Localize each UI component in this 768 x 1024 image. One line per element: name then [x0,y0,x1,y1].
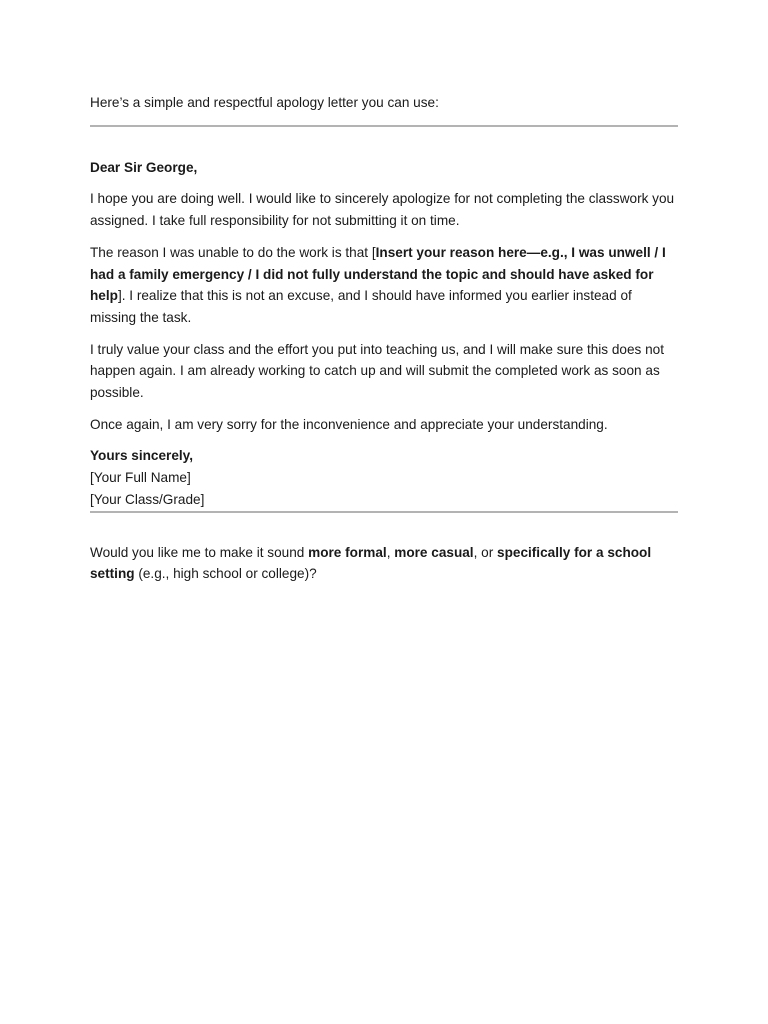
document-content [90,92,678,585]
letter-paragraph-3: I truly value your class and the effort you put into teaching us, and I will make sure this does not happen again. I am already working to catch up and will submit the completed work as soon as possible. [90,341,665,401]
letter-salutation: Dear Sir George, [90,159,198,175]
option-school-setting: specifically for a school setting [90,544,652,582]
letter-paragraph-2 [90,242,678,329]
divider-top [90,125,678,127]
followup-question [90,542,678,585]
signature-name: [Your Full Name] [90,470,191,486]
signature-class: [Your Class/Grade] [90,491,205,507]
letter-paragraph-1: I hope you are doing well. I would like to sincerely apologize for not completing the classwork you assigned. I take full responsibility for not submitting it on time. [90,191,675,229]
intro-text: Here’s a simple and respectful apology letter you can use: [90,95,439,110]
followup-sep-2: , or [473,544,498,560]
letter-paragraph-4: Once again, I am very sorry for the inconvenience and appreciate your understanding. [90,416,608,432]
paragraph-2-tail: ]. I realize that this is not an excuse, and I should have informed you earlier instead of missing the task. [90,288,632,325]
paragraph-2-lead: The reason I was unable to do the work is that [ [90,244,376,260]
followup-lead: Would you like me to make it sound [90,544,309,560]
followup-tail: (e.g., high school or college)? [134,566,317,582]
option-more-formal: more formal [308,544,387,560]
followup-sep-1: , [386,544,395,560]
divider-bottom [90,511,678,513]
letter-closing: Yours sincerely, [90,448,194,464]
option-more-casual: more casual [394,544,474,560]
reason-placeholder: Insert your reason here—e.g., I was unwell / I had a family emergency / I did not fully understand the topic and should have asked for help [90,244,666,304]
